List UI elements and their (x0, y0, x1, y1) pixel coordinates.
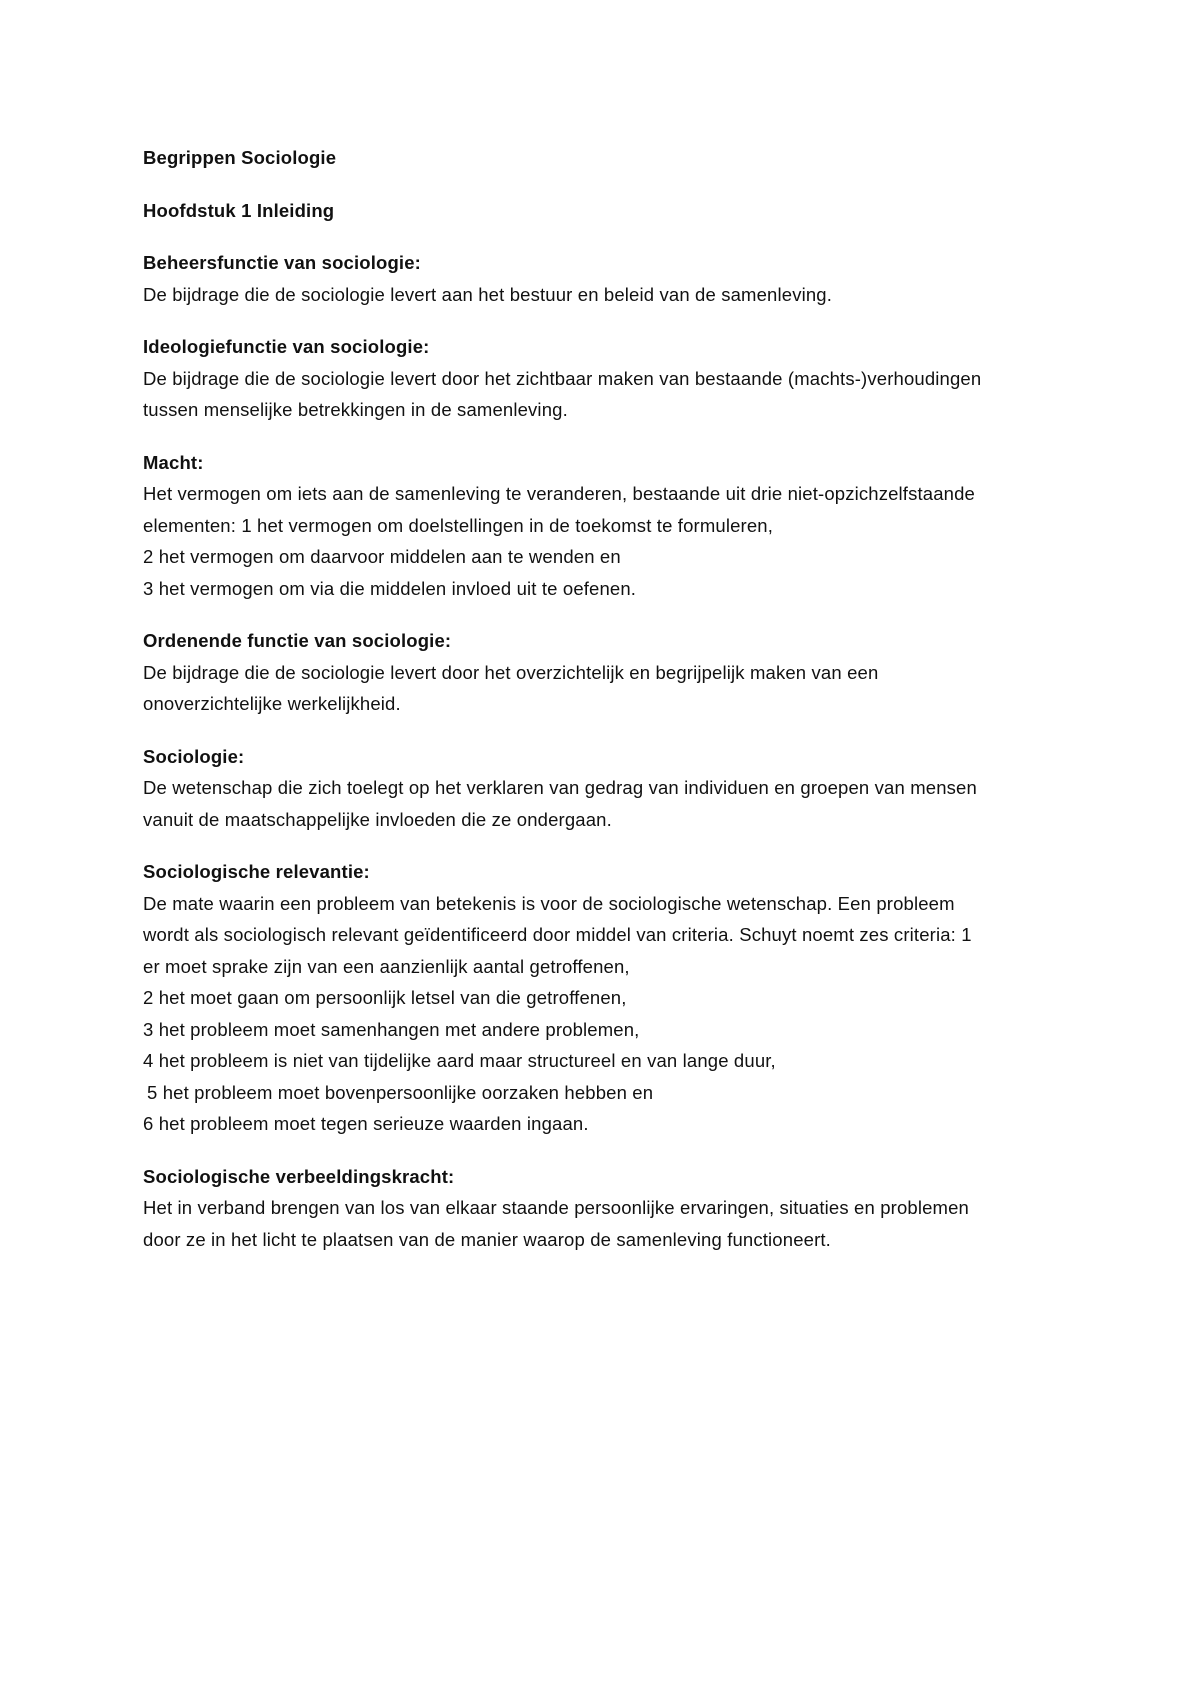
document-title: Begrippen Sociologie (143, 147, 337, 168)
definition-line: 3 het probleem moet samenhangen met andere problemen, (143, 1018, 640, 1040)
definition-line: 3 het vermogen om via die middelen invloed uit te oefenen. (143, 577, 637, 599)
definition-line: 2 het vermogen om daarvoor middelen aan te wenden en (143, 546, 621, 567)
glossary-term: Ordenende functie van sociologie: (143, 630, 452, 651)
glossary-term: Sociologie: (143, 745, 245, 767)
definition-line: 6 het probleem moet tegen serieuze waarden ingaan. (143, 1113, 589, 1134)
definition-line: tussen menselijke betrekkingen in de samenleving. (143, 399, 568, 420)
definition-line: er moet sprake zijn van een aanzienlijk aantal getroffenen, (143, 955, 630, 977)
glossary-definition (143, 478, 1103, 604)
glossary-entry-sociologische-relevantie (143, 856, 1103, 1140)
definition-line: De mate waarin een probleem van betekenis is voor de sociologische wetenschap. Een probleem (143, 892, 955, 914)
glossary-definition (143, 1192, 1103, 1255)
definition-line: 2 het moet gaan om persoonlijk letsel van die getroffenen, (143, 987, 627, 1008)
definition-line: elementen: 1 het vermogen om doelstellingen in de toekomst te formuleren, (143, 514, 774, 536)
glossary-definition (143, 363, 1103, 426)
definition-line: 4 het probleem is niet van tijdelijke aard maar structureel en van lange duur, (143, 1050, 776, 1071)
glossary-definition (143, 772, 1103, 835)
glossary-definition (143, 657, 1103, 720)
glossary-term: Ideologiefunctie van sociologie: (143, 336, 430, 357)
definition-line: door ze in het licht te plaatsen van de manier waarop de samenleving functioneert. (143, 1228, 831, 1250)
definition-line: onoverzichtelijke werkelijkheid. (143, 693, 401, 714)
glossary-entry-beheersfunctie (143, 247, 1103, 310)
glossary-term: Sociologische verbeeldingskracht: (143, 1165, 455, 1187)
definition-line: De bijdrage die de sociologie levert aan het bestuur en beleid van de samenleving. (143, 283, 833, 305)
glossary-term: Sociologische relevantie: (143, 861, 370, 882)
glossary-term: Beheersfunctie van sociologie: (143, 252, 421, 273)
definition-line: vanuit de maatschappelijke invloeden die ze ondergaan. (143, 808, 612, 830)
glossary-entry-ordenende-functie (143, 625, 1103, 720)
glossary-term: Macht: (143, 451, 204, 473)
chapter-heading: Hoofdstuk 1 Inleiding (143, 199, 335, 221)
definition-line: 5 het probleem moet bovenpersoonlijke oorzaken hebben en (147, 1081, 654, 1103)
glossary-entry-ideologiefunctie (143, 331, 1103, 426)
definition-line: De wetenschap die zich toelegt op het verklaren van gedrag van individuen en groepen van mensen (143, 777, 977, 798)
document-page (143, 142, 1103, 1276)
glossary-entry-macht (143, 447, 1103, 605)
definition-line: De bijdrage die de sociologie levert door het overzichtelijk en begrijpelijk maken van een (143, 661, 879, 683)
glossary-definition (143, 888, 1103, 1140)
glossary-entry-sociologische-verbeeldingskracht (143, 1161, 1103, 1256)
definition-line: wordt als sociologisch relevant geïdentificeerd door middel van criteria. Schuyt noemt zes criteria: 1 (143, 924, 972, 945)
glossary-entry-sociologie (143, 741, 1103, 836)
definition-line: De bijdrage die de sociologie levert door het zichtbaar maken van bestaande (machts-)verhoudingen (143, 367, 982, 389)
definition-line: Het in verband brengen van los van elkaar staande persoonlijke ervaringen, situaties en problemen (143, 1197, 969, 1218)
definition-line: Het vermogen om iets aan de samenleving te veranderen, bestaande uit drie niet-opzichzelfstaande (143, 483, 975, 504)
glossary-definition (143, 279, 1103, 311)
